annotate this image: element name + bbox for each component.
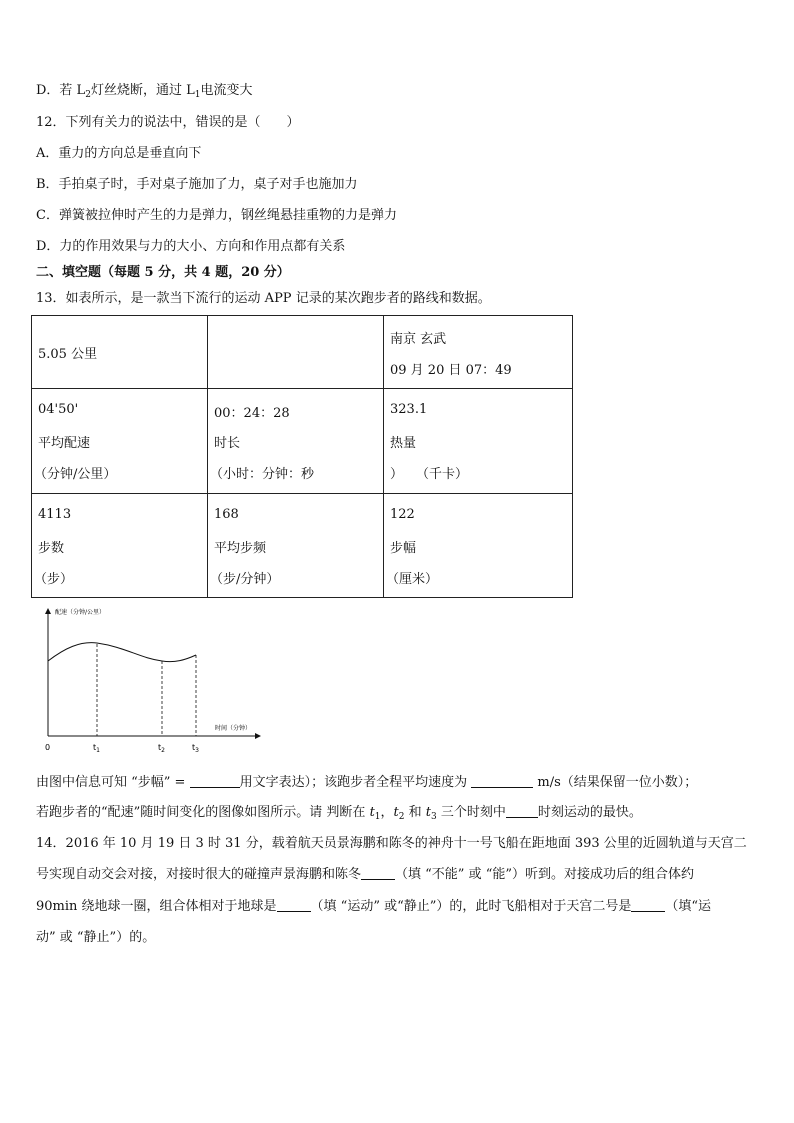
- stat-value: 04'50': [38, 402, 79, 417]
- table-cell: [208, 389, 384, 494]
- t3-label: $t_3$: [192, 743, 199, 754]
- q11-option-d: D．若 $L_2$灯丝烧断，通过 $L_1$电流变大: [36, 83, 253, 100]
- datetime-value: 09 月 20 日 07：49: [390, 363, 512, 378]
- origin-label: 0: [45, 743, 51, 752]
- table-cell: [208, 316, 384, 389]
- answer-blank[interactable]: [190, 774, 240, 788]
- stat-unit: （厘米）: [386, 572, 439, 587]
- stat-unit: （分钟/公里）: [34, 467, 117, 482]
- pace-time-chart: [35, 603, 265, 758]
- t2-label: $t_2$: [158, 743, 165, 754]
- q12-option-c: C．弹簧被拉伸时产生的力是弹力，钢丝绳悬挂重物的力是弹力: [36, 208, 397, 223]
- table-cell: [384, 389, 573, 494]
- stat-label: 平均步频: [214, 541, 267, 556]
- pace-curve: [48, 643, 196, 662]
- table-cell: [384, 316, 573, 389]
- answer-blank[interactable]: [631, 898, 665, 912]
- table-cell: [32, 316, 208, 389]
- q14-line-1: 14．2016 年 10 月 19 日 3 时 31 分，载着航天员景海鹏和陈冬的神舟十一号飞船在距地面 393 公里的近圆轨道与天宫二: [36, 836, 747, 851]
- table-cell: [384, 494, 573, 598]
- t1-label: $t_1$: [93, 743, 100, 754]
- stat-label: 平均配速: [38, 436, 91, 451]
- q14-line-2: 号实现自动交会对接，对接时很大的碰撞声景海鹏和陈冬 （填 “不能” 或 “能”）听到。对接成功后的组合体约: [36, 867, 694, 882]
- table-cell: [32, 389, 208, 494]
- stat-label: 时长: [214, 436, 241, 451]
- running-stats-table: [31, 315, 573, 598]
- stat-unit: （小时：分钟：秒: [210, 467, 315, 482]
- stat-value: 00：24：28: [214, 406, 290, 421]
- section-heading: 二、填空题（每题 5 分，共 4 题，20 分）: [36, 265, 290, 280]
- stat-value: 122: [390, 507, 415, 522]
- answer-blank[interactable]: [471, 774, 533, 788]
- q12-stem: 12．下列有关力的说法中，错误的是（ ）: [36, 115, 300, 130]
- answer-blank[interactable]: [506, 804, 538, 818]
- table-cell: [32, 494, 208, 598]
- q13-fill-line-2: 若跑步者的“配速”随时间变化的图像如图所示。请 判断在 $t_1$，$t_2$ 和 $t_3$ 三个时刻中 时刻运动的最快。: [36, 805, 642, 822]
- stat-value: 168: [214, 507, 239, 522]
- stat-value: 4113: [38, 507, 72, 522]
- q13-stem: 13．如表所示，是一款当下流行的运动 APP 记录的某次跑步者的路线和数据。: [36, 291, 491, 306]
- distance-value: 5.05 公里: [38, 347, 98, 362]
- q14-line-3: 90min 绕地球一圈，组合体相对于地球是 （填 “运动” 或“静止”）的，此时飞船相对于天宫二号是 （填“运: [36, 899, 712, 914]
- q12-option-a: A．重力的方向总是垂直向下: [36, 146, 202, 161]
- stat-unit: ） （千卡）: [390, 467, 469, 482]
- stat-unit: （步）: [34, 572, 74, 587]
- q12-option-b: B．手拍桌子时，手对桌子施加了力，桌子对手也施加力: [36, 177, 358, 192]
- answer-blank[interactable]: [361, 866, 395, 880]
- answer-blank[interactable]: [277, 898, 311, 912]
- stat-label: 热量: [390, 436, 417, 451]
- y-axis-label: 配速（分钟/公里）: [55, 609, 106, 616]
- q13-fill-line-1: 由图中信息可知 “步幅” = 用文字表达）；该跑步者全程平均速度为 m/s（结果保留一位小数）；: [36, 775, 698, 790]
- x-axis-label: 时间（分钟）: [215, 725, 252, 732]
- q12-option-d: D．力的作用效果与力的大小、方向和作用点都有关系: [36, 239, 346, 254]
- location-value: 南京 玄武: [390, 332, 447, 347]
- q14-line-4: 动” 或 “静止”）的。: [36, 930, 156, 945]
- table-cell: [208, 494, 384, 598]
- stat-unit: （步/分钟）: [210, 572, 280, 587]
- stat-value: 323.1: [390, 402, 428, 417]
- stat-label: 步幅: [390, 541, 417, 556]
- stat-label: 步数: [38, 541, 65, 556]
